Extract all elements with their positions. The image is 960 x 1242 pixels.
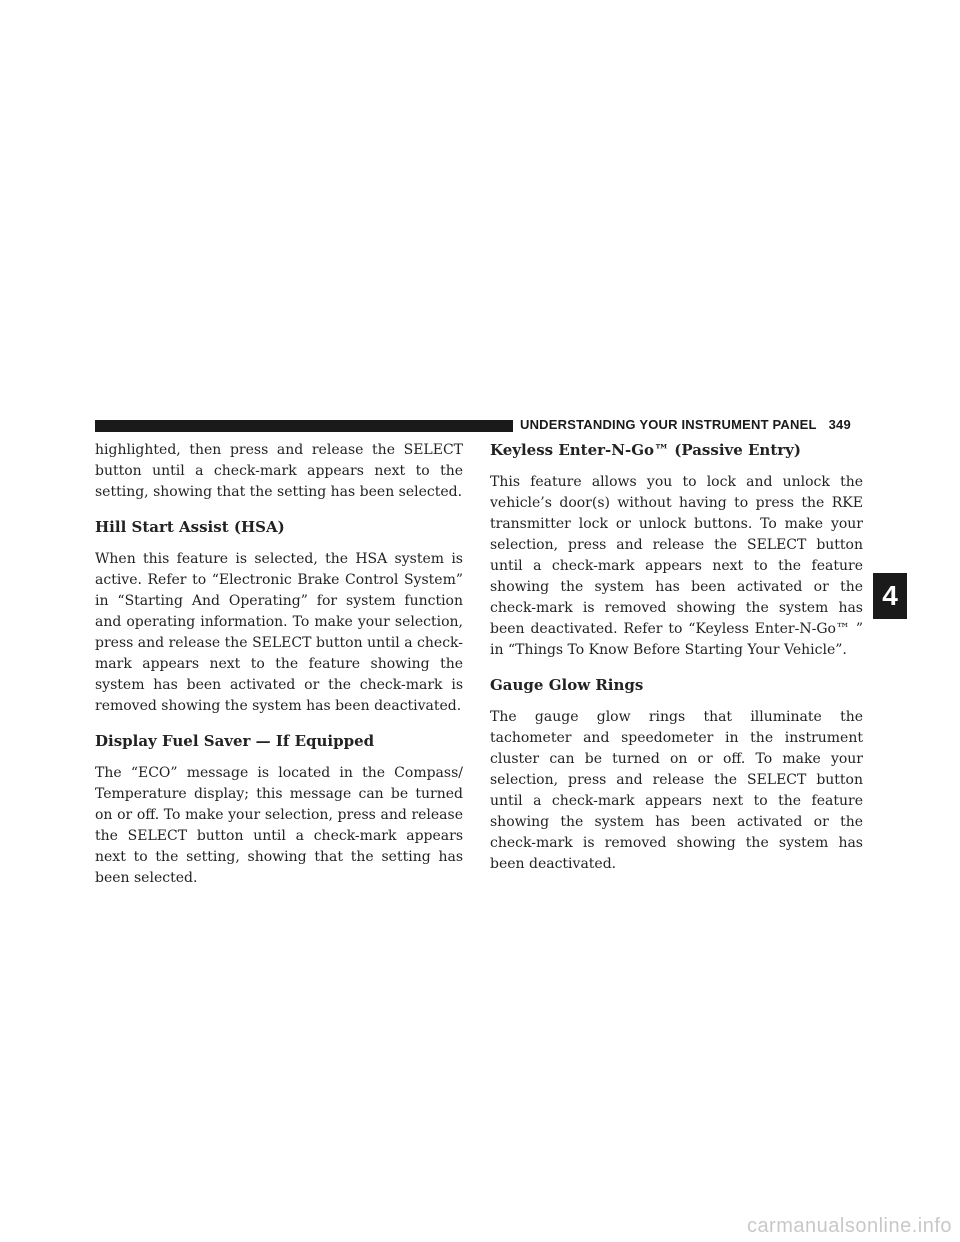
keyless-heading: Keyless Enter-N-Go™ (Passive Entry) xyxy=(490,441,801,459)
intro-paragraph: highlighted, then press and release the SELECT button until a check-mark appears next to the setting, showing that the setting has been selected. xyxy=(95,442,463,500)
hsa-heading: Hill Start Assist (HSA) xyxy=(95,518,285,536)
running-header xyxy=(520,417,865,432)
glow-rings-heading: Gauge Glow Rings xyxy=(490,676,644,694)
section-title: UNDERSTANDING YOUR INSTRUMENT PANEL xyxy=(520,417,817,432)
keyless-paragraph: This feature allows you to lock and unlock the vehicle’s door(s) without having to press the RKE transmitter lock or unlock buttons. To make your selection, press and release the SELECT button until a check-mark appears next to the feature showing the system has been activated or the check-mark is removed showing the system has been deactivated. Refer to “Keyless Enter-N-Go™ ” in “Things To Know Before Starting Your Vehicle”. xyxy=(490,474,863,658)
watermark: carmanualsonline.info xyxy=(746,1215,952,1237)
chapter-tab: 4 xyxy=(873,573,907,619)
glow-rings-paragraph: The gauge glow rings that illuminate the tachometer and speedometer in the instrument cluster can be turned on or off. To make your selection, press and release the SELECT button until a check-mark appears next to the feature showing the system has been activated or the check-mark is removed showing the system has been deactivated. xyxy=(490,709,863,872)
right-column xyxy=(490,440,863,889)
page-number: 349 xyxy=(828,417,851,432)
fuel-saver-paragraph: The “ECO” message is located in the Compass/ Temperature display; this message can be turned on or off. To make your selection, press and release the SELECT button until a check-mark appears next to the setting, showing that the setting has been selected. xyxy=(95,765,463,886)
hsa-paragraph: When this feature is selected, the HSA system is active. Refer to “Electronic Brake Control System” in “Starting And Operating” for system function and operating information. To make your selection, press and release the SELECT button until a check-mark appears next to the feature showing the system has been activated or the check-mark is removed showing the system has been deactivated. xyxy=(95,551,463,714)
left-column xyxy=(95,440,463,903)
header-rule xyxy=(95,420,513,432)
fuel-saver-heading: Display Fuel Saver — If Equipped xyxy=(95,732,375,750)
